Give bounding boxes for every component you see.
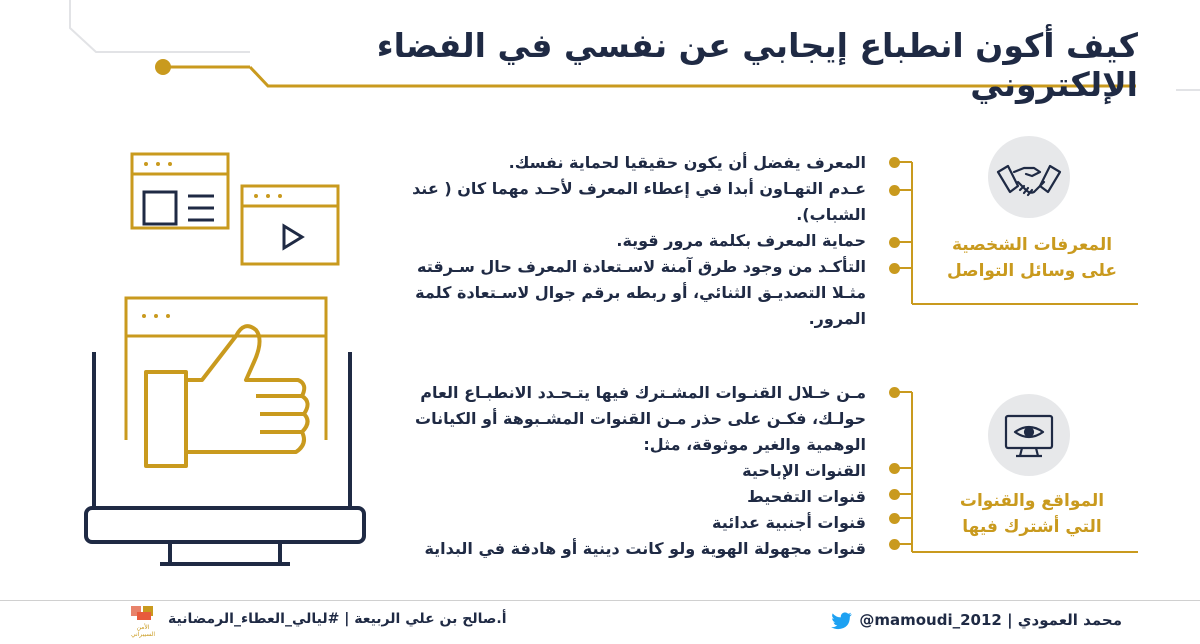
twitter-icon (831, 612, 853, 630)
section-2-list (406, 380, 866, 562)
logo-caption: الأمن السيبراني (130, 624, 156, 638)
list-item: التأكـد من وجود طرق آمنة لاسـتعادة المعرف حال سـرقته مثـلا التصديـق الثنائي، أو ربطه برقم جوال لاسـتعادة كلمة المرور. (415, 257, 866, 328)
list-item: عـدم التهـاون أبدا في إعطاء المعرف لأحـد مهما كان ( عند الشباب). (412, 179, 866, 224)
list-item: قنوات مجهولة الهوية ولو كانت دينية أو هادفة في البداية (424, 539, 866, 558)
bullet-dot (889, 489, 900, 500)
section-1-label (942, 232, 1122, 284)
list-item: المعرف يفضل أن يكون حقيقيا لحماية نفسك. (508, 153, 866, 172)
footer-divider (0, 600, 1200, 601)
title-dot (155, 59, 171, 75)
bullet-dot (889, 463, 900, 474)
video-window-icon (242, 186, 338, 264)
footer-author: أ.صالح بن علي الربيعة | #ليالي_العطاء_الرمضانية (168, 611, 507, 627)
monitor-eye-icon (988, 394, 1070, 476)
list-item: قنوات أجنبية عدائية (712, 513, 866, 532)
thumbs-up-illustration (80, 140, 380, 580)
footer-right-text: محمد العمودي | 2012_mamoudi@ (859, 611, 1122, 629)
section-1-list (406, 150, 866, 332)
bullet-dot (889, 185, 900, 196)
handshake-icon (988, 136, 1070, 218)
bullet-dot (889, 237, 900, 248)
list-item: قنوات التفحيط (747, 487, 866, 506)
bullet-dot (889, 539, 900, 550)
list-item: حماية المعرف بكلمة مرور قوية. (616, 231, 866, 250)
monitor-eye-icon-bg (988, 394, 1070, 476)
section-1-label-line1: المعرفات الشخصية (951, 235, 1113, 255)
thumbs-up-icon (146, 326, 308, 466)
section-2-label-line1: المواقع والقنوات (959, 491, 1105, 511)
section-1-label-line2: على وسائل التواصل (946, 261, 1118, 281)
section-2-label (942, 488, 1122, 540)
list-item: القنوات الإباحية (742, 461, 866, 480)
list-item: مـن خـلال القنـوات المشـترك فيها يتـحـدد الانطبـاع العام حولـك، فكـن على حذر مـن القنوات المشـبوهة أو الكيانات الوهمية والغير موثوقة، مثل: (415, 383, 866, 454)
bullet-dot (889, 513, 900, 524)
browser-window-icon (132, 154, 228, 228)
page-title: كيف أكون انطباع إيجابي عن نفسي في الفضاء الإلكتروني (376, 26, 1138, 104)
bullet-dot (889, 157, 900, 168)
bullet-dot (889, 387, 900, 398)
footer-twitter-handle (831, 611, 1122, 630)
section-2-label-line2: التي أشترك فيها (962, 517, 1102, 537)
handshake-icon-bg (988, 136, 1070, 218)
bullet-dot (889, 263, 900, 274)
